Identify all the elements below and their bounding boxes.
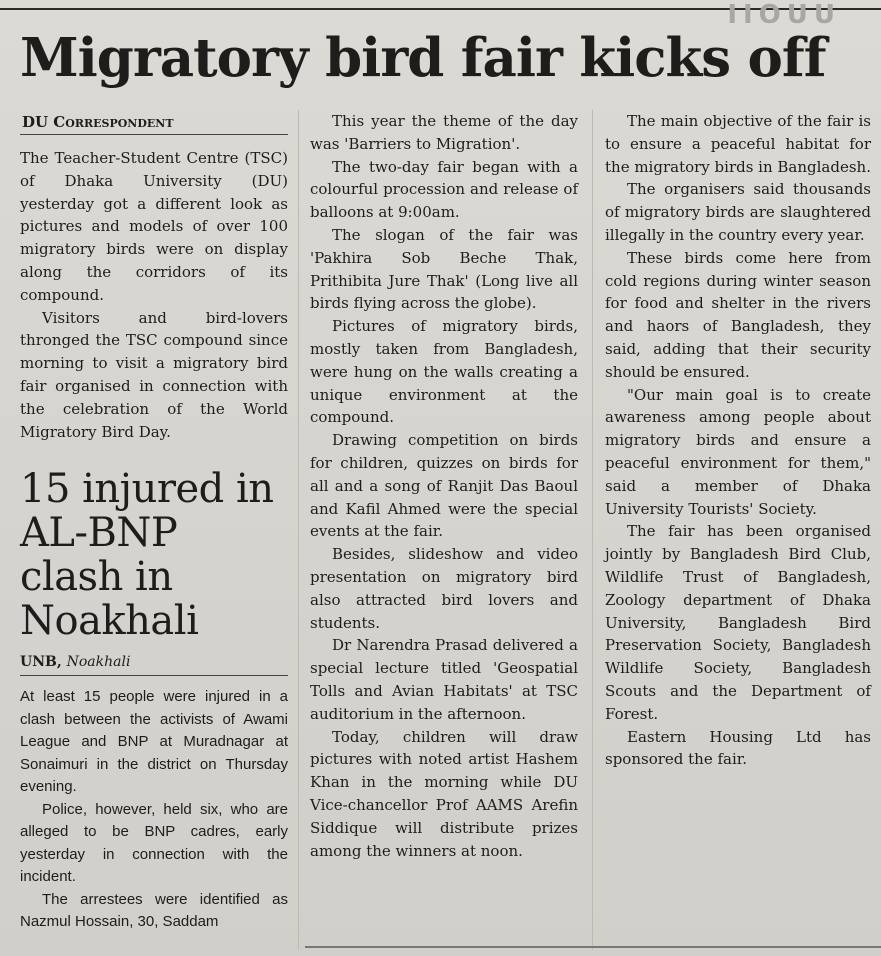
column-1	[20, 110, 288, 934]
story2-paragraph: At least 15 people were injured in a clash between the activists of Awami League and BNP at Muradnagar at Sonaimuri in the district on Thursday evening.	[20, 688, 288, 796]
story1-paragraph: "Our main goal is to create awareness among people about migratory birds and ensure a peaceful environment for them," said a member of Dhaka University Tourists' Society.	[605, 385, 871, 518]
story1-paragraph: Eastern Housing Ltd has sponsored the fair.	[605, 727, 871, 769]
story2-paragraph: The arrestees were identified as Nazmul Hossain, 30, Saddam	[20, 890, 288, 931]
column-2	[310, 110, 578, 862]
story2-byline-agency: UNB,	[20, 654, 62, 671]
column-rule	[592, 110, 593, 950]
story1-paragraph: Dr Narendra Prasad delivered a special lecture titled 'Geospatial Tolls and Avian Habitats' at TSC auditorium in the afternoon.	[310, 636, 578, 723]
story1-paragraph: The slogan of the fair was 'Pakhira Sob Beche Thak, Prithibita Jure Thak' (Long live all birds flying across the globe).	[310, 225, 578, 313]
story1-paragraph: The fair has been organised jointly by Bangladesh Bird Club, Wildlife Trust of Bangladesh, Zoology department of Dhaka University, Bangladesh Bird Preservation Society, Bangladesh Wildlife Society, Bangladesh Scouts and the Department of Forest.	[605, 522, 871, 723]
masthead-fragment: IIOUU	[727, 0, 841, 30]
column-rule	[298, 110, 299, 950]
column-3	[605, 110, 871, 771]
story1-paragraph: This year the theme of the day was 'Barriers to Migration'.	[310, 112, 578, 153]
story1-paragraph: Today, children will draw pictures with noted artist Hashem Khan in the morning while DU Vice-chancellor Prof AAMS Arefin Siddique will distribute prizes among the winners at noon.	[310, 727, 578, 860]
story1-paragraph: The organisers said thousands of migratory birds are slaughtered illegally in the country every year.	[605, 180, 871, 244]
story1-paragraph: The main objective of the fair is to ensure a peaceful habitat for the migratory birds in Bangladesh.	[605, 112, 871, 176]
main-headline: Migratory bird fair kicks off	[20, 27, 826, 89]
bottom-rule	[305, 946, 881, 948]
story1-paragraph: The two-day fair began with a colourful procession and release of balloons at 9:00am.	[310, 157, 578, 222]
story2-headline: 15 injured in AL-BNP clash in Noakhali	[20, 466, 274, 645]
story1-paragraph: Pictures of migratory birds, mostly taken from Bangladesh, were hung on the walls creating a unique environment at the compound.	[310, 317, 578, 427]
story1-paragraph: Visitors and bird-lovers thronged the TSC compound since morning to visit a migratory bird fair organised in connection with the celebration of the World Migratory Bird Day.	[20, 308, 288, 441]
story1-paragraph: The Teacher-Student Centre (TSC) of Dhaka University (DU) yesterday got a different look as pictures and models of over 100 migratory birds were on display along the corridors of its compound.	[20, 149, 288, 304]
story2-byline-place: Noakhali	[66, 654, 131, 671]
story1-paragraph: These birds come here from cold regions during winter season for food and shelter in the rivers and haors of Bangladesh, they said, adding that their security should be ensured.	[605, 248, 871, 381]
story1-byline: DU Correspondent	[20, 110, 288, 135]
story2-paragraph: Police, however, held six, who are alleged to be BNP cadres, early yesterday in connection with the incident.	[20, 800, 288, 886]
story1-paragraph: Drawing competition on birds for children, quizzes on birds for all and a song of Ranjit Das Baoul and Kafil Ahmed were the special events at the fair.	[310, 431, 578, 541]
story2-body	[20, 686, 288, 934]
story2-byline	[20, 651, 288, 676]
story1-paragraph: Besides, slideshow and video presentation on migratory bird also attracted bird lovers and students.	[310, 545, 578, 632]
